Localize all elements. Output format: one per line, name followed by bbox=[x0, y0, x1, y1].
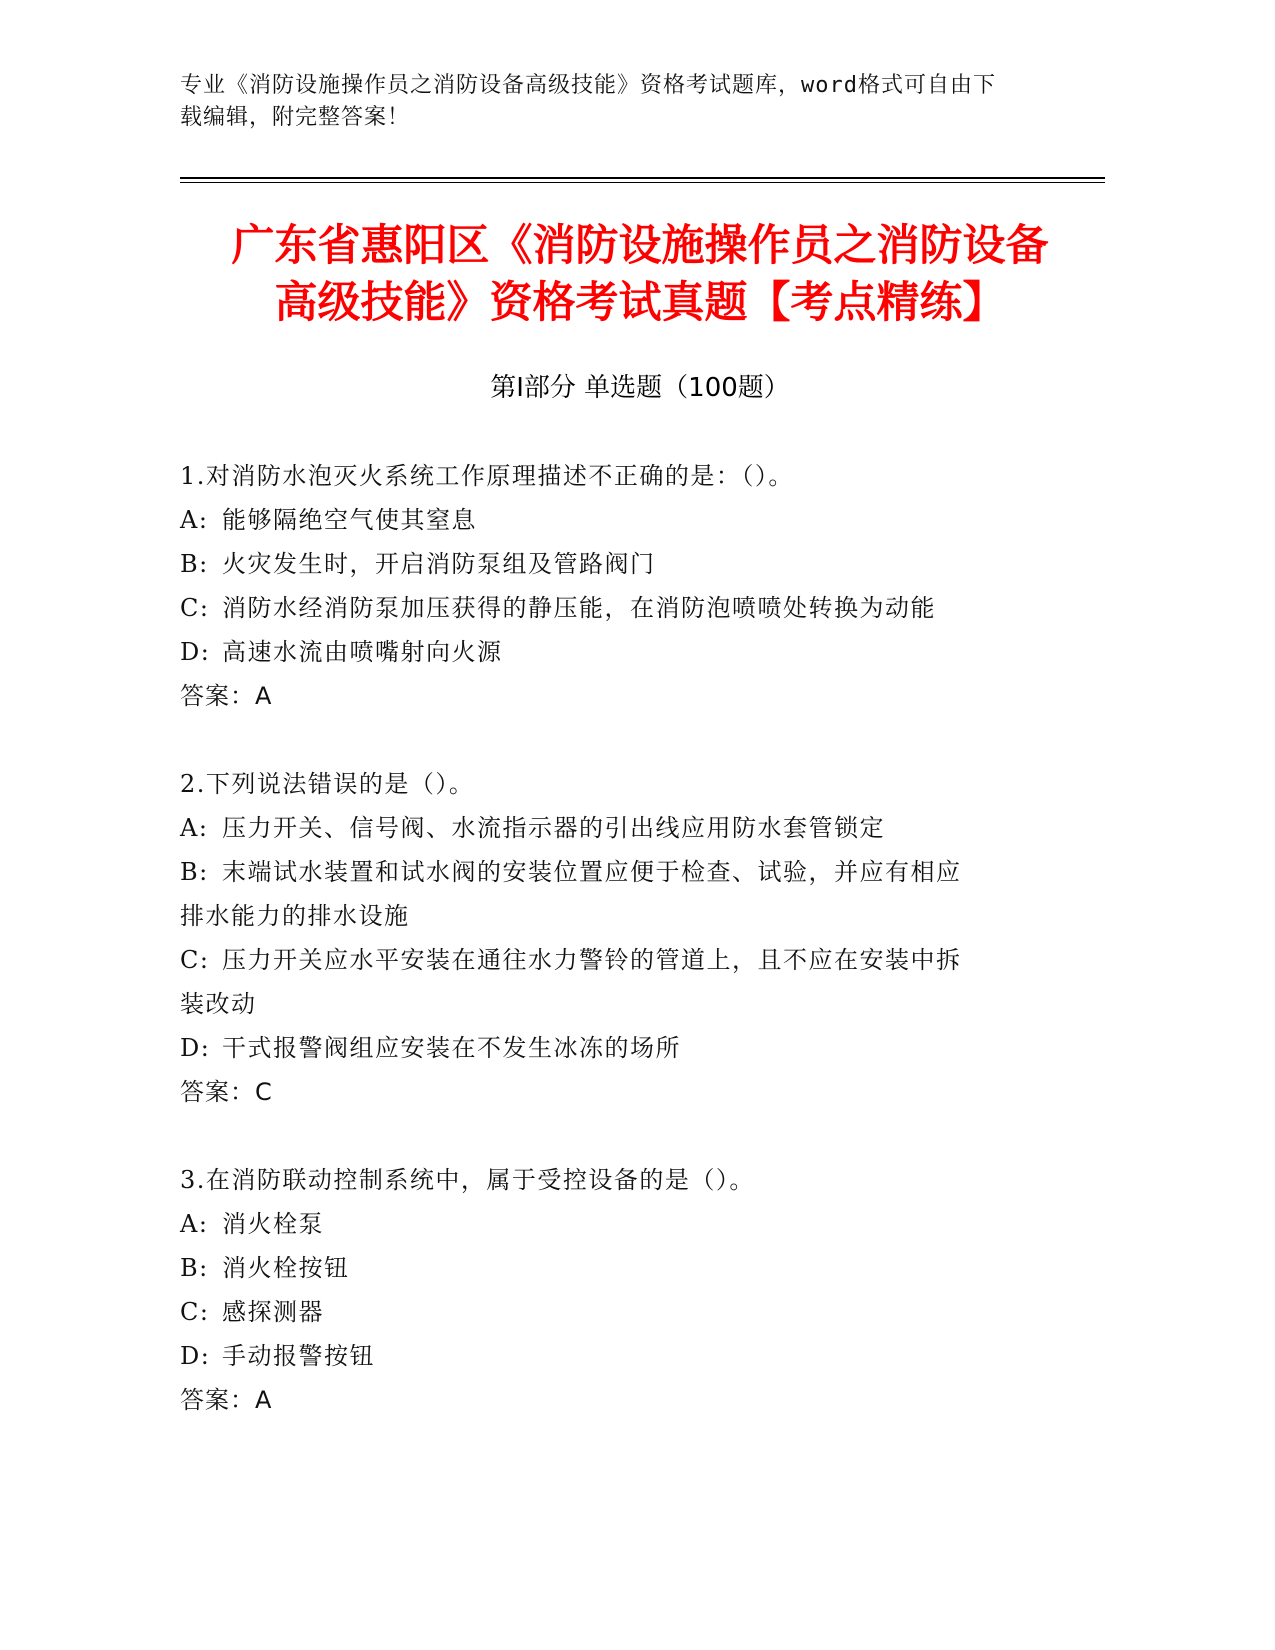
answer-line: 答案：C bbox=[180, 1078, 273, 1106]
option-label: C: bbox=[180, 946, 210, 974]
option-a bbox=[180, 498, 1040, 542]
option-label: C: bbox=[180, 1298, 210, 1326]
question-stem: 1.对消防水泡灭火系统工作原理描述不正确的是：（）。 bbox=[180, 462, 794, 490]
header-divider-thin bbox=[180, 182, 1105, 183]
option-text: 末端试水装置和试水阀的安装位置应便于检查、试验，并应有相应 bbox=[222, 858, 962, 886]
option-text: 火灾发生时，开启消防泵组及管路阀门 bbox=[222, 550, 656, 578]
option-label: C: bbox=[180, 594, 210, 622]
option-label: A: bbox=[180, 814, 209, 842]
answer-line: 答案：A bbox=[180, 1386, 273, 1414]
option-c bbox=[180, 938, 1040, 982]
document-title-line-1: 广东省惠阳区《消防设施操作员之消防设备 bbox=[231, 221, 1049, 271]
option-a bbox=[180, 806, 1040, 850]
option-d bbox=[180, 1026, 1040, 1070]
document-title bbox=[140, 218, 1140, 332]
option-b bbox=[180, 1246, 1040, 1290]
header-note-line-2: 载编辑，附完整答案！ bbox=[180, 105, 411, 130]
option-label: B: bbox=[180, 858, 209, 886]
option-c bbox=[180, 586, 1040, 630]
option-label: D: bbox=[180, 638, 211, 666]
option-b bbox=[180, 542, 1040, 586]
question-stem: 3.在消防联动控制系统中，属于受控设备的是（）。 bbox=[180, 1166, 755, 1194]
option-text: 压力开关应水平安装在通往水力警铃的管道上，且不应在安装中拆 bbox=[222, 946, 962, 974]
header-note-line-1: 专业《消防设施操作员之消防设备高级技能》资格考试题库，word格式可自由下 bbox=[180, 73, 996, 98]
option-label: D: bbox=[180, 1034, 211, 1062]
question-3 bbox=[180, 1158, 1040, 1422]
option-b-continuation: 排水能力的排水设施 bbox=[180, 902, 410, 930]
option-text: 干式报警阀组应安装在不发生冰冻的场所 bbox=[222, 1034, 681, 1062]
option-a bbox=[180, 1202, 1040, 1246]
section-heading: 第Ⅰ部分 单选题（100题） bbox=[490, 373, 790, 403]
option-text: 高速水流由喷嘴射向火源 bbox=[222, 638, 503, 666]
option-text: 能够隔绝空气使其窒息 bbox=[222, 506, 477, 534]
option-text: 消防水经消防泵加压获得的静压能，在消防泡喷喷处转换为动能 bbox=[222, 594, 936, 622]
option-text: 消火栓按钮 bbox=[222, 1254, 350, 1282]
question-list bbox=[180, 454, 1040, 1466]
question-1 bbox=[180, 454, 1040, 718]
option-text: 手动报警按钮 bbox=[222, 1342, 375, 1370]
option-text: 感探测器 bbox=[222, 1298, 324, 1326]
document-title-line-2: 高级技能》资格考试真题【考点精练】 bbox=[274, 278, 1006, 328]
option-label: B: bbox=[180, 550, 209, 578]
answer-line: 答案：A bbox=[180, 682, 273, 710]
option-d bbox=[180, 630, 1040, 674]
header-note bbox=[180, 70, 1080, 134]
question-stem: 2.下列说法错误的是（）。 bbox=[180, 770, 475, 798]
option-label: D: bbox=[180, 1342, 211, 1370]
header-divider-thick bbox=[180, 177, 1105, 179]
option-c bbox=[180, 1290, 1040, 1334]
option-label: B: bbox=[180, 1254, 209, 1282]
option-b bbox=[180, 850, 1040, 894]
option-label: A: bbox=[180, 1210, 209, 1238]
option-label: A: bbox=[180, 506, 209, 534]
option-c-continuation: 装改动 bbox=[180, 990, 257, 1018]
question-2 bbox=[180, 762, 1040, 1114]
option-text: 消火栓泵 bbox=[222, 1210, 324, 1238]
option-text: 压力开关、信号阀、水流指示器的引出线应用防水套管锁定 bbox=[222, 814, 885, 842]
option-d bbox=[180, 1334, 1040, 1378]
